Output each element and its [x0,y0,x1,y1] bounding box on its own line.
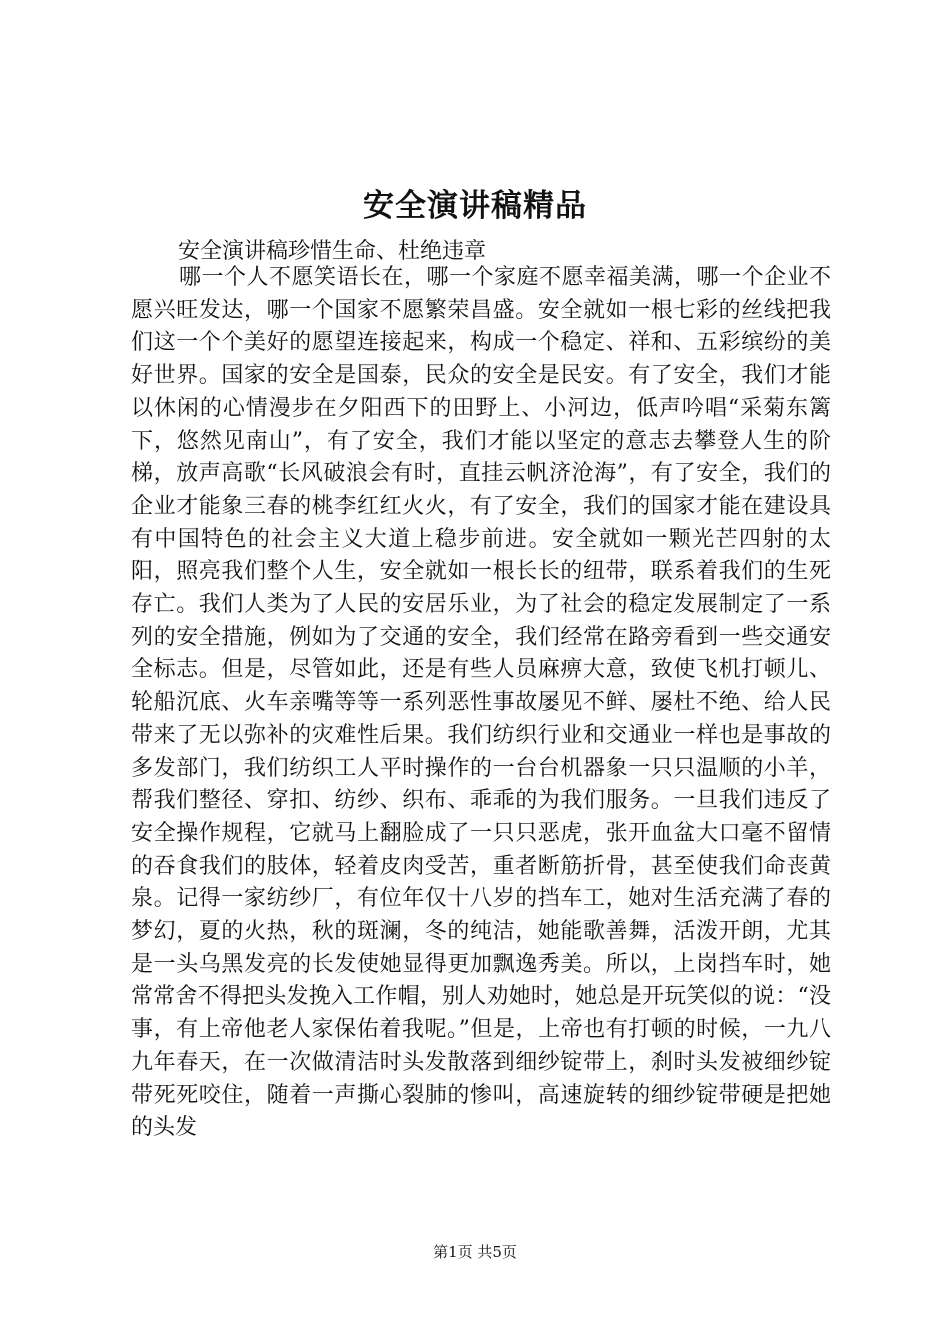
page-title: 安全演讲稿精品 [363,188,587,224]
page-footer: 第1页 共5页 [433,1243,517,1261]
subtitle: 安全演讲稿珍惜生命、杜绝违章 [178,239,487,264]
body-paragraph: 哪一个人不愿笑语长在，哪一个家庭不愿幸福美满，哪一个企业不愿兴旺发达，哪一个国家不愿繁荣昌盛。安全就如一根七彩的丝线把我们这一个个美好的愿望连接起来，构成一个稳定、祥和、五彩缤纷的美好世界。国家的安全是国泰，民众的安全是民安。有了安全，我们才能以休闲的心情漫步在夕阳西下的田野上、小河边，低声吟唱“采菊东篱下，悠然见南山”，有了安全，我们才能以坚定的意志去攀登人生的阶梯，放声高歌“长风破浪会有时，直挂云帆济沧海”，有了安全，我们的企业才能象三春的桃李红红火火，有了安全，我们的国家才能在建设具有中国特色的社会主义大道上稳步前进。安全就如一颗光芒四射的太阳，照亮我们整个人生，安全就如一根长长的纽带，联系着我们的生死存亡。我们人类为了人民的安居乐业，为了社会的稳定发展制定了一系列的安全措施，例如为了交通的安全，我们经常在路旁看到一些交通安全标志。但是，尽管如此，还是有些人员麻痹大意，致使飞机打顿儿、轮船沉底、火车亲嘴等等一系列恶性事故屡见不鲜、屡杜不绝、给人民带来了无以弥补的灾难性后果。我们纺织行业和交通业一样也是事故的多发部门，我们纺织工人平时操作的一台台机器象一只只温顺的小羊，帮我们整径、穿扣、纺纱、织布、乖乖的为我们服务。一旦我们违反了安全操作规程，它就马上翻脸成了一只只恶虎，张开血盆大口毫不留情的吞食我们的肢体，轻着皮肉受苦，重者断筋折骨，甚至使我们命丧黄泉。记得一家纺纱厂，有位年仅十八岁的挡车工，她对生活充满了春的梦幻，夏的火热，秋的斑澜，冬的纯洁，她能歌善舞，活泼开朗，尤其是一头乌黑发亮的长发使她显得更加飘逸秀美。所以，上岗挡车时，她常常舍不得把头发挽入工作帽，别人劝她时，她总是开玩笑似的说：“没事，有上帝他老人家保佑着我呢。”但是，上帝也有打顿的时候，一九八九年春天，在一次做清洁时头发散落到细纱锭带上，刹时头发被细纱锭带死死咬住，随着一声撕心裂肺的惨叫，高速旋转的细纱锭带硬是把她的头发 [131,265,831,1141]
